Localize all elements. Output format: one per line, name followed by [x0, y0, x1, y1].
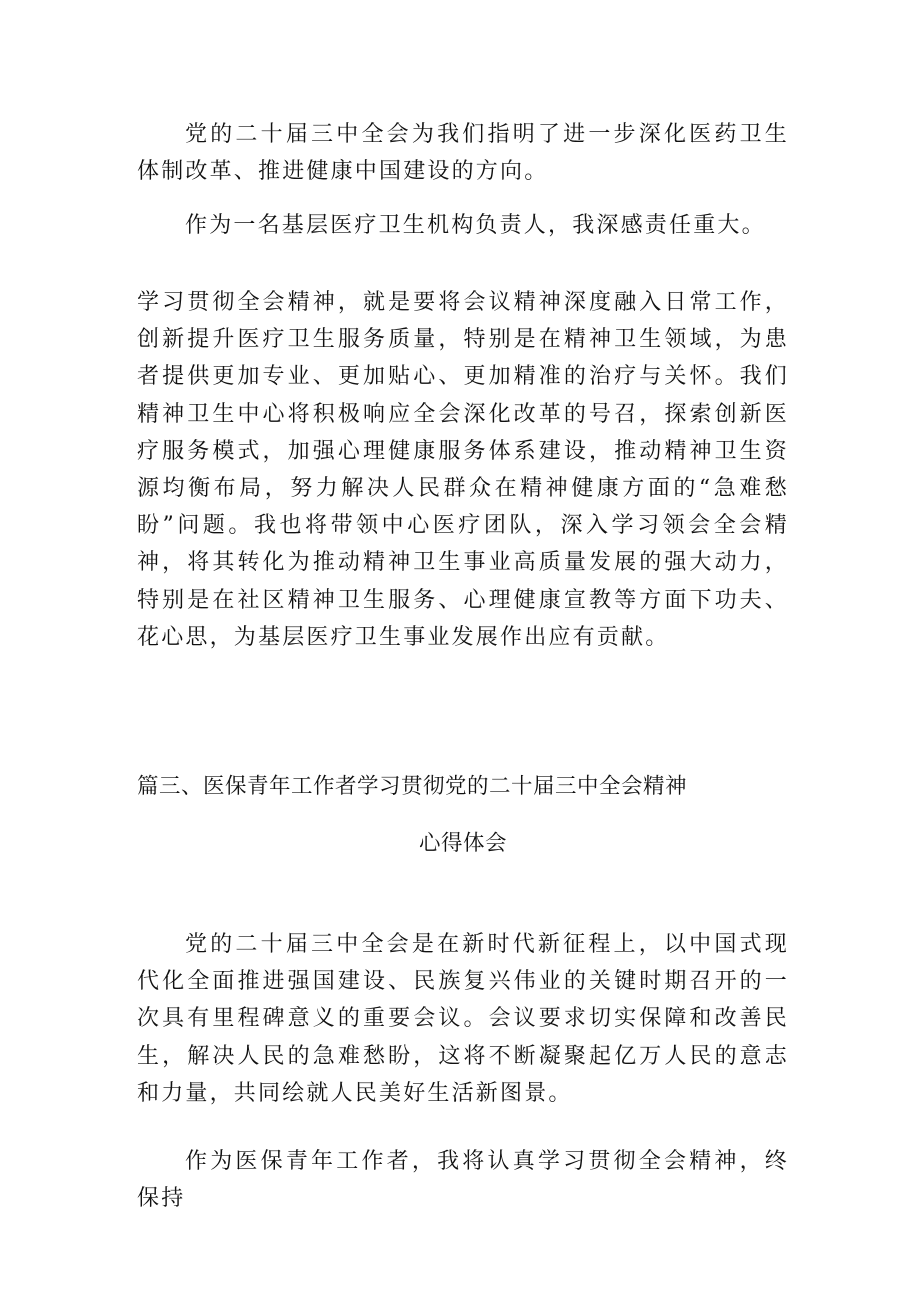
section-heading-line2: 心得体会 [418, 831, 507, 856]
paragraph-study-plan: 学习贯彻全会精神，就是要将会议精神深度融入日常工作，创新提升医疗卫生服务质量，特别是在精神卫生领域，为患者提供更加专业、更加贴心、更加精准的治疗与关怀。我们精神卫生中心将积极响应全会深化改革的号召，探索创新医疗服务模式，加强心理健康服务体系建设，推动精神卫生资源均衡布局，努力解决人民群众在精神健康方面的“急难愁盼”问题。我也将带领中心医疗团队，深入学习领会全会精神，将其转化为推动精神卫生事业高质量发展的强大动力，特别是在社区精神卫生服务、心理健康宣教等方面下功夫、花心思，为基层医疗卫生事业发展作出应有贡献。 [137, 290, 789, 650]
paragraph-intro: 党的二十届三中全会为我们指明了进一步深化医药卫生体制改革、推进健康中国建设的方向。 [137, 122, 789, 185]
paragraph-youth-worker: 作为医保青年工作者，我将认真学习贯彻全会精神，终保持 [137, 1149, 789, 1212]
paragraph-responsibility: 作为一名基层医疗卫生机构负责人，我深感责任重大。 [185, 213, 766, 238]
paragraph-plenum-significance: 党的二十届三中全会是在新时代新征程上，以中国式现代化全面推进强国建设、民族复兴伟业的关键时期召开的一次具有里程碑意义的重要会议。会议要求切实保障和改善民生，解决人民的急难愁盼，这将不断凝聚起亿万人民的意志和力量，共同绘就人民美好生活新图景。 [137, 932, 789, 1106]
section-heading-line1: 篇三、医保青年工作者学习贯彻党的二十届三中全会精神 [137, 774, 688, 799]
